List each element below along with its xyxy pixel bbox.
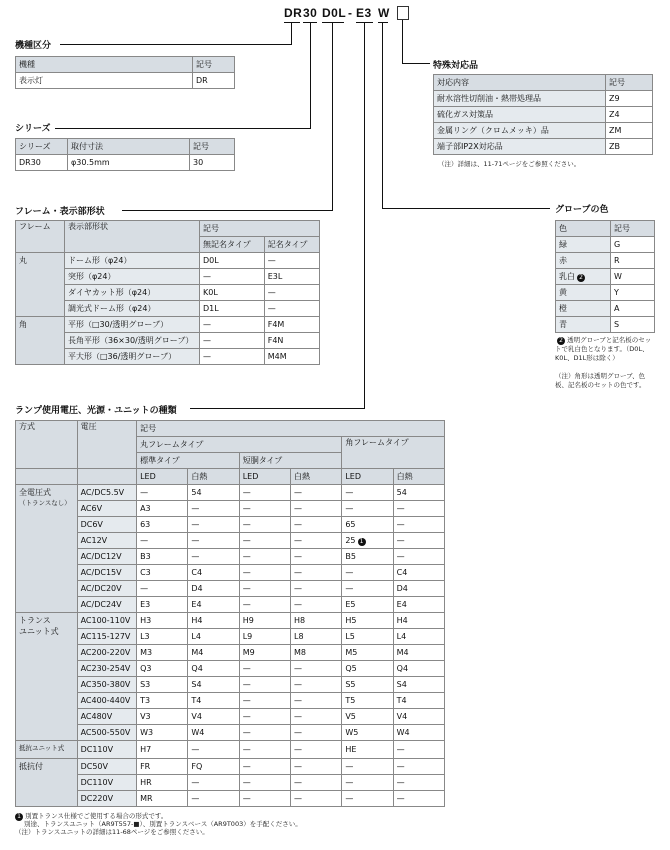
- frame-group: 丸: [16, 253, 65, 317]
- frame-header: フレーム: [16, 221, 65, 253]
- lamp-code: —: [140, 584, 149, 593]
- lamp-footnote: 別途、トランスユニット（AR9T557-■）、別置トランスベース（AR9T003）を手配ください。: [24, 820, 302, 828]
- lamp-code: L4: [191, 632, 201, 641]
- lamp-code: S3: [140, 680, 151, 689]
- lamp-header: 角フレームタイプ: [342, 437, 445, 469]
- lamp-code: —: [345, 488, 354, 497]
- lamp-code: —: [294, 696, 303, 705]
- lamp-code: E3: [140, 600, 151, 609]
- special-cell: 端子部IP2X対応品: [434, 139, 606, 155]
- lamp-header: 丸フレームタイプ: [137, 437, 342, 453]
- special-note: （注）詳細は、11-71ページをご参照ください。: [438, 160, 581, 168]
- lamp-voltage: AC/DC5.5V: [80, 488, 125, 497]
- lamp-code: —: [294, 584, 303, 593]
- lamp-code: —: [140, 488, 149, 497]
- globe-note-2: （注）角形は透明グローブ、色板、記名板のセットの色です。: [555, 372, 646, 389]
- lamp-code: —: [242, 520, 251, 529]
- globe-header: 記号: [611, 221, 655, 237]
- lamp-code: —: [242, 584, 251, 593]
- lamp-code: HR: [140, 778, 152, 787]
- globe-cell: Y: [611, 285, 655, 301]
- globe-cell: W: [611, 269, 655, 285]
- lamp-code: V3: [140, 712, 151, 721]
- lamp-title: ランプ使用電圧、光源・ユニットの種類: [15, 406, 177, 416]
- globe-cell: 黄: [556, 285, 611, 301]
- lamp-code: H4: [191, 616, 203, 625]
- lamp-group-sub: ユニット式: [19, 627, 59, 636]
- lamp-code: S5: [345, 680, 356, 689]
- kind-cell: 表示灯: [16, 73, 193, 89]
- lamp-code: —: [294, 552, 303, 561]
- lamp-code: —: [242, 712, 251, 721]
- lamp-code: V4: [191, 712, 202, 721]
- lamp-code: H7: [140, 745, 152, 754]
- lamp-code: —: [345, 762, 354, 771]
- globe-cell: G: [611, 237, 655, 253]
- lamp-code: —: [396, 794, 405, 803]
- frame-cell: ドーム形（φ24）: [65, 253, 200, 269]
- lamp-code: A3: [140, 504, 151, 513]
- lamp-code: Q4: [396, 664, 409, 673]
- lamp-voltage: AC230-254V: [80, 664, 131, 673]
- note-mark-1: 1: [15, 813, 23, 821]
- lamp-header: 白熱: [291, 469, 342, 485]
- lamp-code: W4: [191, 728, 205, 737]
- lamp-code: Q4: [191, 664, 203, 673]
- kind-cell: DR: [193, 73, 235, 89]
- lamp-code: —: [242, 680, 251, 689]
- lamp-code: —: [396, 762, 405, 771]
- lamp-header: 記号: [137, 421, 445, 437]
- lamp-code: MR: [140, 794, 153, 803]
- series-cell: 30: [190, 155, 235, 171]
- code-part-30: 30: [303, 6, 318, 20]
- lamp-code: —: [294, 520, 303, 529]
- lamp-code: M9: [242, 648, 255, 657]
- lamp-voltage: AC/DC12V: [80, 552, 122, 561]
- lamp-group-name: 抵抗付: [19, 762, 43, 771]
- frame-cell: M4M: [264, 349, 319, 365]
- lamp-code: C4: [191, 568, 203, 577]
- series-header: 記号: [190, 139, 235, 155]
- lamp-code: —: [294, 778, 303, 787]
- frame-cell: 突形（φ24）: [65, 269, 200, 285]
- frame-group: 角: [16, 317, 65, 365]
- series-table: [15, 138, 235, 171]
- lamp-code: —: [345, 584, 354, 593]
- lamp-code: —: [242, 488, 251, 497]
- lamp-code: H9: [242, 616, 254, 625]
- frame-cell: —: [200, 317, 265, 333]
- lamp-code: —: [294, 536, 303, 545]
- special-cell: ZB: [606, 139, 653, 155]
- frame-cell: —: [200, 333, 265, 349]
- special-cell: Z9: [606, 91, 653, 107]
- frame-cell: 調光式ドーム形（φ24）: [65, 301, 200, 317]
- lamp-code: —: [242, 552, 251, 561]
- lamp-code: L8: [294, 632, 304, 641]
- lamp-voltage: AC115-127V: [80, 632, 131, 641]
- lamp-code: E5: [345, 600, 356, 609]
- lamp-code: —: [294, 762, 303, 771]
- lamp-code: —: [396, 504, 405, 513]
- lamp-voltage: AC480V: [80, 712, 113, 721]
- lamp-header: 方式: [16, 421, 78, 469]
- lamp-voltage: DC110V: [80, 745, 114, 754]
- lamp-code: —: [345, 794, 354, 803]
- lamp-header: 電圧: [77, 421, 137, 469]
- kind-header: 記号: [193, 57, 235, 73]
- lamp-code: V4: [396, 712, 408, 721]
- lamp-voltage: DC50V: [80, 762, 108, 771]
- lamp-code: M3: [140, 648, 153, 657]
- lamp-header: 標準タイプ: [137, 453, 240, 469]
- special-cell: 金属リング（クロムメッキ）品: [434, 123, 606, 139]
- lamp-voltage: AC100-110V: [80, 616, 131, 625]
- frame-cell: —: [264, 253, 319, 269]
- globe-cell: 橙: [556, 301, 611, 317]
- series-header: シリーズ: [16, 139, 68, 155]
- frame-title: フレーム・表示部形状: [15, 207, 105, 217]
- lamp-code: —: [191, 520, 200, 529]
- frame-header: 記名タイプ: [264, 237, 319, 253]
- special-table: [433, 74, 653, 155]
- series-title: シリーズ: [15, 124, 51, 134]
- lamp-code: —: [191, 778, 200, 787]
- frame-header: 表示部形状: [65, 221, 200, 253]
- lamp-header: 白熱: [188, 469, 239, 485]
- lamp-code: FQ: [191, 762, 203, 771]
- lamp-code: —: [396, 745, 405, 754]
- code-dash: -: [348, 6, 353, 20]
- code-part-e3: E3: [356, 6, 372, 20]
- lamp-code: W3: [140, 728, 154, 737]
- lamp-code: —: [191, 536, 200, 545]
- lamp-code: HE: [345, 745, 357, 754]
- lamp-footnote: 別置トランス仕様でご使用する場合の形式です。: [25, 812, 168, 820]
- lamp-code: —: [294, 680, 303, 689]
- lamp-code: 25: [345, 535, 356, 545]
- lamp-code: —: [242, 504, 251, 513]
- lamp-code: —: [242, 600, 251, 609]
- lamp-code: —: [294, 728, 303, 737]
- lamp-code: V5: [345, 712, 356, 721]
- kind-header: 機種: [16, 57, 193, 73]
- lamp-code: M5: [345, 648, 358, 657]
- code-part-w: W: [378, 6, 390, 20]
- lamp-code: —: [294, 712, 303, 721]
- lamp-group-name: 抵抗ユニット式: [19, 744, 65, 752]
- series-cell: φ30.5mm: [68, 155, 190, 171]
- globe-table: [555, 220, 655, 333]
- lamp-code: H8: [294, 616, 306, 625]
- lamp-voltage: AC6V: [80, 504, 103, 513]
- special-cell: ZM: [606, 123, 653, 139]
- lamp-code: —: [242, 794, 251, 803]
- lamp-code: —: [191, 552, 200, 561]
- lamp-header: 白熱: [393, 469, 444, 485]
- frame-cell: ダイヤカット形（φ24）: [65, 285, 200, 301]
- special-title: 特殊対応品: [433, 61, 479, 71]
- lamp-code: M4: [396, 648, 409, 657]
- lamp-group-name: トランス: [19, 616, 51, 625]
- frame-header: 記号: [200, 221, 320, 237]
- series-header: 取付寸法: [68, 139, 190, 155]
- lamp-code: —: [396, 552, 405, 561]
- lamp-code: —: [191, 504, 200, 513]
- lamp-code: —: [140, 536, 149, 545]
- lamp-code: —: [396, 778, 405, 787]
- lamp-group-sub: （トランスなし）: [19, 499, 71, 507]
- lamp-code: Q3: [140, 664, 152, 673]
- frame-cell: —: [200, 349, 265, 365]
- lamp-code: B5: [345, 552, 356, 561]
- globe-cell: A: [611, 301, 655, 317]
- globe-cell: 赤: [556, 253, 611, 269]
- lamp-code: —: [242, 568, 251, 577]
- lamp-code: —: [294, 504, 303, 513]
- lamp-code: Q5: [345, 664, 357, 673]
- lamp-code: —: [191, 745, 200, 754]
- globe-header: 色: [556, 221, 611, 237]
- globe-cell: S: [611, 317, 655, 333]
- lamp-header: LED: [239, 469, 290, 485]
- lamp-code: E4: [396, 600, 407, 609]
- lamp-voltage: AC/DC20V: [80, 584, 122, 593]
- note-mark-1: 1: [358, 538, 366, 546]
- special-header: 対応内容: [434, 75, 606, 91]
- lamp-code: —: [242, 762, 251, 771]
- lamp-code: S4: [396, 680, 407, 689]
- lamp-table: [15, 420, 445, 807]
- lamp-voltage: AC400-440V: [80, 696, 131, 705]
- lamp-code: D4: [191, 584, 203, 593]
- lamp-header: LED: [137, 469, 188, 485]
- globe-cell: 乳白: [559, 272, 575, 281]
- lamp-code: 65: [345, 520, 356, 529]
- frame-header: 無記名タイプ: [200, 237, 265, 253]
- lamp-code: M8: [294, 648, 307, 657]
- lamp-code: S4: [191, 680, 202, 689]
- special-cell: 耐水溶性切削油・熱帯処理品: [434, 91, 606, 107]
- lamp-code: T3: [140, 696, 151, 705]
- frame-cell: 長角平形（36×30/透明グローブ）: [65, 333, 200, 349]
- lamp-code: —: [294, 794, 303, 803]
- lamp-code: —: [294, 745, 303, 754]
- kind-table: [15, 56, 235, 89]
- lamp-code: H3: [140, 616, 152, 625]
- lamp-header: 短胴タイプ: [239, 453, 342, 469]
- lamp-code: —: [191, 794, 200, 803]
- lamp-header: LED: [342, 469, 393, 485]
- frame-cell: —: [200, 269, 265, 285]
- lamp-code: —: [396, 536, 405, 545]
- globe-cell: R: [611, 253, 655, 269]
- lamp-code: —: [345, 568, 354, 577]
- frame-cell: K0L: [200, 285, 265, 301]
- lamp-voltage: AC/DC24V: [80, 600, 122, 609]
- series-cell: DR30: [16, 155, 68, 171]
- lamp-voltage: AC/DC15V: [80, 568, 122, 577]
- globe-title: グローブの色: [555, 205, 609, 215]
- globe-note-1: 透明グローブと記名板のセットで乳白色となります。（D0L、K0L、D1L形は除く）: [555, 336, 652, 362]
- lamp-voltage: AC200-220V: [80, 648, 131, 657]
- lamp-group: [16, 485, 78, 613]
- lamp-code: —: [294, 488, 303, 497]
- lamp-code: W4: [396, 728, 410, 737]
- frame-cell: F4N: [264, 333, 319, 349]
- lamp-code: L4: [396, 632, 407, 641]
- lamp-code: 63: [140, 520, 151, 529]
- lamp-group: [16, 613, 78, 741]
- lamp-code: —: [345, 778, 354, 787]
- lamp-code: L3: [140, 632, 150, 641]
- lamp-code: —: [242, 536, 251, 545]
- frame-cell: D0L: [200, 253, 265, 269]
- globe-cell: 緑: [556, 237, 611, 253]
- lamp-code: —: [396, 520, 405, 529]
- lamp-code: D4: [396, 584, 408, 593]
- lamp-code: T5: [345, 696, 356, 705]
- lamp-code: T4: [191, 696, 202, 705]
- code-part-dr: DR: [284, 6, 303, 20]
- lamp-code: —: [294, 600, 303, 609]
- lamp-code: B3: [140, 552, 151, 561]
- note-mark-2: 2: [557, 337, 565, 345]
- lamp-code: —: [294, 568, 303, 577]
- special-header: 記号: [606, 75, 653, 91]
- lamp-code: W5: [345, 728, 359, 737]
- lamp-code: 54: [191, 488, 202, 497]
- lamp-code: E4: [191, 600, 202, 609]
- lamp-group-name: 全電圧式: [19, 488, 51, 497]
- lamp-code: T4: [396, 696, 407, 705]
- lamp-code: —: [242, 696, 251, 705]
- lamp-code: 54: [396, 488, 407, 497]
- lamp-voltage: AC500-550V: [80, 728, 131, 737]
- globe-cell: 青: [556, 317, 611, 333]
- lamp-code: —: [242, 664, 251, 673]
- lamp-code: H4: [396, 616, 408, 625]
- frame-cell: F4M: [264, 317, 319, 333]
- kind-title: 機種区分: [15, 41, 52, 51]
- frame-cell: 平大形（□36/透明グローブ）: [65, 349, 200, 365]
- lamp-code: L5: [345, 632, 355, 641]
- lamp-code: C4: [396, 568, 408, 577]
- frame-cell: D1L: [200, 301, 265, 317]
- lamp-code: —: [345, 504, 354, 513]
- lamp-voltage: DC110V: [80, 778, 114, 787]
- lamp-code: C3: [140, 568, 151, 577]
- lamp-code: M4: [191, 648, 204, 657]
- lamp-voltage: DC6V: [80, 520, 103, 529]
- frame-cell: 平形（□30/透明グローブ）: [65, 317, 200, 333]
- note-mark-2: 2: [577, 274, 585, 282]
- code-part-d0l: D0L: [322, 6, 347, 20]
- lamp-code: FR: [140, 762, 151, 771]
- frame-table: [15, 220, 320, 365]
- special-cell: 硫化ガス対策品: [434, 107, 606, 123]
- lamp-voltage: AC350-380V: [80, 680, 131, 689]
- lamp-group: [16, 759, 78, 807]
- lamp-code: H5: [345, 616, 357, 625]
- special-cell: Z4: [606, 107, 653, 123]
- lamp-voltage: DC220V: [80, 794, 114, 803]
- lamp-voltage: AC12V: [80, 536, 108, 545]
- frame-cell: —: [264, 301, 319, 317]
- lamp-code: —: [242, 728, 251, 737]
- code-special-box: [397, 6, 409, 20]
- lamp-code: —: [242, 745, 251, 754]
- lamp-group: [16, 741, 78, 759]
- frame-cell: —: [264, 285, 319, 301]
- lamp-code: —: [294, 664, 303, 673]
- lamp-code: —: [242, 778, 251, 787]
- lamp-code: L9: [242, 632, 253, 641]
- frame-cell: E3L: [264, 269, 319, 285]
- lamp-footnote: （注）トランスユニットの詳細は11-68ページをご参照ください。: [15, 828, 209, 836]
